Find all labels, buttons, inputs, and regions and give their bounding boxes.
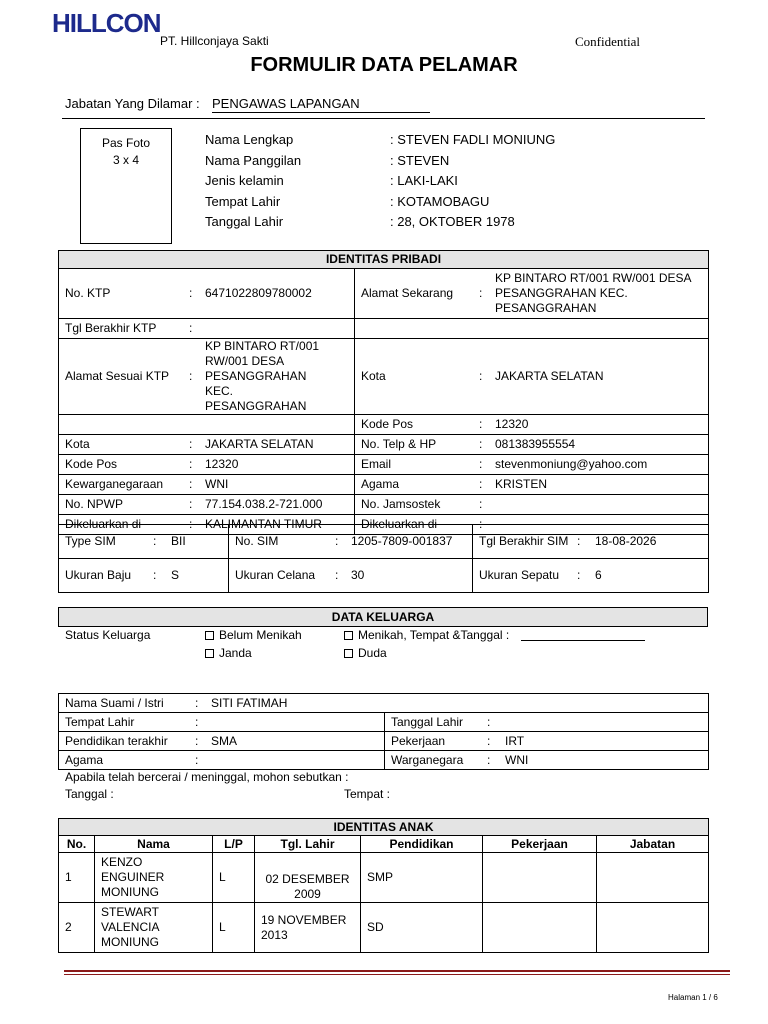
ukuran-sepatu-cell bbox=[473, 559, 709, 593]
field-colon: : bbox=[195, 733, 199, 748]
photo-size: 3 x 4 bbox=[112, 153, 139, 167]
company-logo: HILLCON bbox=[52, 8, 161, 38]
kota-right-cell bbox=[355, 339, 709, 415]
email-cell bbox=[355, 455, 709, 475]
child-pekerjaan bbox=[483, 903, 597, 953]
identitas-pribadi-table bbox=[58, 250, 709, 535]
field-label: Nama Suami / Istri bbox=[65, 695, 164, 710]
company-name: PT. Hillconjaya Sakti bbox=[160, 34, 269, 48]
field-label: No. KTP bbox=[65, 286, 111, 300]
kewarganegaraan-cell bbox=[59, 475, 355, 495]
field-label: Agama bbox=[65, 752, 104, 767]
field-label: Dikeluarkan di bbox=[361, 517, 438, 531]
child-jabatan bbox=[597, 853, 709, 903]
col-header-pendidikan: Pendidikan bbox=[361, 836, 483, 853]
field-label: Pendidikan terakhir bbox=[65, 733, 168, 748]
field-value: 30 bbox=[351, 568, 365, 582]
status-keluarga-label: Status Keluarga bbox=[65, 628, 151, 642]
field-value: SITI FATIMAH bbox=[211, 695, 288, 710]
field-label: No. NPWP bbox=[65, 497, 124, 511]
option-label: Duda bbox=[358, 646, 387, 660]
personal-value: : 28, OKTOBER 1978 bbox=[390, 214, 515, 229]
personal-label: Nama Panggilan bbox=[205, 152, 302, 168]
option-label: Belum Menikah bbox=[219, 628, 302, 642]
field-colon: : bbox=[487, 752, 491, 767]
field-label: Pekerjaan bbox=[391, 733, 446, 748]
field-colon: : bbox=[153, 568, 157, 582]
col-header-lp: L/P bbox=[213, 836, 255, 853]
field-label: Tanggal Lahir bbox=[391, 714, 464, 729]
col-header-pekerjaan: Pekerjaan bbox=[483, 836, 597, 853]
pendidikan-pasangan-cell bbox=[59, 732, 385, 751]
identitas-anak-table bbox=[58, 818, 709, 953]
field-label: Alamat Sesuai KTP bbox=[65, 369, 170, 383]
personal-label: Tempat Lahir bbox=[205, 193, 281, 209]
field-colon: : bbox=[189, 321, 193, 335]
field-value: 77.154.038.2-721.000 bbox=[205, 497, 323, 511]
field-colon: : bbox=[479, 477, 483, 491]
checkbox-icon[interactable] bbox=[205, 631, 214, 640]
personal-value: : STEVEN FADLI MONIUNG bbox=[390, 132, 556, 147]
personal-row bbox=[205, 192, 555, 213]
col-header-jabatan: Jabatan bbox=[597, 836, 709, 853]
identitas-pribadi-header: IDENTITAS PRIBADI bbox=[59, 251, 709, 269]
field-value: S bbox=[171, 568, 180, 582]
empty-cell bbox=[59, 415, 355, 435]
field-label: Tempat Lahir bbox=[65, 714, 135, 729]
field-colon: : bbox=[577, 534, 581, 548]
field-label: Tgl Berakhir KTP bbox=[65, 321, 157, 335]
col-header-no: No. bbox=[59, 836, 95, 853]
data-keluarga-header: DATA KELUARGA bbox=[59, 608, 708, 627]
checkbox-icon[interactable] bbox=[205, 649, 214, 658]
field-colon: : bbox=[195, 714, 199, 729]
option-label: Menikah, Tempat &Tanggal : bbox=[358, 628, 510, 642]
field-value: 6 bbox=[595, 568, 602, 582]
field-colon: : bbox=[335, 534, 339, 548]
child-no: 1 bbox=[59, 853, 95, 903]
footer-rule bbox=[64, 970, 730, 972]
field-colon: : bbox=[189, 497, 193, 511]
option-belum-menikah[interactable] bbox=[205, 628, 302, 642]
identitas-anak-header: IDENTITAS ANAK bbox=[59, 819, 709, 836]
field-label: Email bbox=[361, 457, 392, 471]
col-header-nama: Nama bbox=[95, 836, 213, 853]
cerai-tempat-label: Tempat : bbox=[344, 787, 391, 801]
field-value: 12320 bbox=[205, 457, 239, 471]
field-label: No. SIM bbox=[235, 534, 279, 548]
child-pendidikan: SD bbox=[361, 903, 483, 953]
field-colon: : bbox=[335, 568, 339, 582]
field-label: Tgl Berakhir SIM bbox=[479, 534, 569, 548]
sim-ukuran-table bbox=[58, 524, 709, 593]
field-colon: : bbox=[153, 534, 157, 548]
field-colon: : bbox=[195, 695, 199, 710]
field-value: IRT bbox=[505, 733, 525, 748]
kode-pos-cell bbox=[59, 455, 355, 475]
checkbox-icon[interactable] bbox=[344, 631, 353, 640]
nama-pasangan-cell bbox=[59, 694, 709, 713]
cerai-tanggal-label: Tanggal : bbox=[65, 787, 114, 801]
option-janda[interactable] bbox=[205, 646, 252, 660]
child-no: 2 bbox=[59, 903, 95, 953]
personal-row bbox=[205, 151, 555, 172]
personal-row bbox=[205, 130, 555, 151]
field-value: JAKARTA SELATAN bbox=[495, 369, 604, 383]
field-value: KP BINTARO RT/001 RW/001 DESA PESANGGRAHAN KEC. PESANGGRAHAN bbox=[495, 271, 691, 315]
field-value: KP BINTARO RT/001 RW/001 DESA PESANGGRAHAN KEC. PESANGGRAHAN bbox=[205, 339, 320, 413]
field-label: Ukuran Celana bbox=[235, 568, 316, 582]
field-colon: : bbox=[189, 369, 193, 383]
ukuran-celana-cell bbox=[229, 559, 473, 593]
table-row bbox=[59, 903, 709, 953]
field-colon: : bbox=[189, 437, 193, 451]
field-label: Kota bbox=[65, 437, 90, 451]
personal-value: : STEVEN bbox=[390, 152, 450, 168]
field-label: Kode Pos bbox=[65, 457, 118, 471]
ukuran-baju-cell bbox=[59, 559, 229, 593]
personal-summary bbox=[205, 130, 555, 233]
field-value: KRISTEN bbox=[495, 477, 548, 491]
field-label: No. Jamsostek bbox=[361, 497, 441, 511]
empty-cell bbox=[355, 319, 709, 339]
cerai-note: Apabila telah bercerai / meninggal, mohon sebutkan : bbox=[65, 770, 349, 784]
alamat-ktp-cell bbox=[59, 339, 355, 415]
tgl-berakhir-ktp-cell bbox=[59, 319, 355, 339]
field-colon: : bbox=[195, 752, 199, 767]
personal-label: Nama Lengkap bbox=[205, 132, 294, 147]
menikah-blank-line bbox=[521, 629, 645, 641]
field-colon: : bbox=[189, 517, 193, 531]
personal-value: : LAKI-LAKI bbox=[390, 173, 458, 188]
field-label: Kewarganegaraan bbox=[65, 477, 164, 491]
personal-label: Jenis kelamin bbox=[205, 173, 284, 188]
kode-pos-right-cell bbox=[355, 415, 709, 435]
child-pendidikan: SMP bbox=[361, 853, 483, 903]
no-ktp-cell bbox=[59, 269, 355, 319]
field-label: Ukuran Baju bbox=[65, 568, 132, 582]
field-colon: : bbox=[189, 457, 193, 471]
checkbox-icon[interactable] bbox=[344, 649, 353, 658]
jabatan-value: PENGAWAS LAPANGAN bbox=[212, 96, 430, 113]
pasangan-table bbox=[58, 693, 709, 770]
alamat-sekarang-cell bbox=[355, 269, 709, 319]
field-value: 081383955554 bbox=[495, 437, 576, 451]
photo-label: Pas Foto bbox=[101, 136, 151, 150]
telp-cell bbox=[355, 435, 709, 455]
field-value: SMA bbox=[211, 733, 238, 748]
data-keluarga-header-table bbox=[58, 607, 708, 627]
field-colon: : bbox=[479, 497, 483, 511]
field-value: BII bbox=[171, 534, 186, 548]
field-colon: : bbox=[479, 286, 483, 300]
pekerjaan-pasangan-cell bbox=[385, 732, 709, 751]
field-colon: : bbox=[189, 477, 193, 491]
personal-row bbox=[205, 171, 555, 192]
child-lp: L bbox=[213, 903, 255, 953]
field-label: Ukuran Sepatu bbox=[479, 568, 560, 582]
field-label: Kode Pos bbox=[361, 417, 414, 431]
personal-row bbox=[205, 212, 555, 233]
child-tgl-lahir: 02 DESEMBER 2009 bbox=[255, 853, 361, 903]
warganegara-pasangan-cell bbox=[385, 751, 709, 770]
table-row bbox=[59, 853, 709, 903]
child-nama: STEWART VALENCIA MONIUNG bbox=[95, 903, 213, 953]
field-value: 12320 bbox=[495, 417, 529, 431]
agama-cell bbox=[355, 475, 709, 495]
field-value: WNI bbox=[205, 477, 229, 491]
npwp-cell bbox=[59, 495, 355, 515]
child-jabatan bbox=[597, 903, 709, 953]
agama-pasangan-cell bbox=[59, 751, 385, 770]
personal-label: Tanggal Lahir bbox=[205, 214, 284, 229]
field-colon: : bbox=[577, 568, 581, 582]
field-value: KALIMANTAN TIMUR bbox=[205, 517, 322, 531]
option-duda[interactable] bbox=[344, 646, 387, 660]
field-colon: : bbox=[479, 369, 483, 383]
confidential-label: Confidential bbox=[575, 34, 640, 49]
field-value: 1205-7809-001837 bbox=[351, 534, 453, 548]
footer-rule-thin bbox=[64, 974, 730, 975]
field-label: Type SIM bbox=[65, 534, 116, 548]
tempat-lahir-pasangan-cell bbox=[59, 713, 385, 732]
option-label: Janda bbox=[219, 646, 252, 660]
form-title: FORMULIR DATA PELAMAR bbox=[250, 54, 518, 76]
field-value: WNI bbox=[505, 752, 529, 767]
field-colon: : bbox=[487, 714, 491, 729]
field-label: Agama bbox=[361, 477, 400, 491]
field-colon: : bbox=[479, 517, 483, 531]
field-colon: : bbox=[479, 417, 483, 431]
child-pekerjaan bbox=[483, 853, 597, 903]
header-divider bbox=[62, 118, 705, 119]
option-menikah[interactable] bbox=[344, 628, 645, 642]
child-tgl-lahir: 19 NOVEMBER 2013 bbox=[255, 903, 361, 953]
field-value: stevenmoniung@yahoo.com bbox=[495, 457, 648, 471]
field-colon: : bbox=[487, 733, 491, 748]
photo-box bbox=[80, 128, 172, 244]
field-colon: : bbox=[189, 286, 193, 300]
child-nama: KENZO ENGUINER MONIUNG bbox=[95, 853, 213, 903]
jabatan-label: Jabatan Yang Dilamar : bbox=[65, 96, 200, 111]
jamsostek-cell bbox=[355, 495, 709, 515]
field-value: 6471022809780002 bbox=[205, 286, 312, 300]
page-number: Halaman 1 / 6 bbox=[668, 993, 718, 1002]
field-value: JAKARTA SELATAN bbox=[205, 437, 314, 451]
field-label: No. Telp & HP bbox=[361, 437, 437, 451]
tanggal-lahir-pasangan-cell bbox=[385, 713, 709, 732]
col-header-tgl-lahir: Tgl. Lahir bbox=[255, 836, 361, 853]
child-lp: L bbox=[213, 853, 255, 903]
no-sim-cell bbox=[229, 525, 473, 559]
tgl-berakhir-sim-cell bbox=[473, 525, 709, 559]
type-sim-cell bbox=[59, 525, 229, 559]
field-colon: : bbox=[479, 437, 483, 451]
field-label: Kota bbox=[361, 369, 386, 383]
kota-cell bbox=[59, 435, 355, 455]
field-colon: : bbox=[479, 457, 483, 471]
field-value: 18-08-2026 bbox=[595, 534, 657, 548]
field-label: Dikeluarkan di bbox=[65, 517, 142, 531]
field-label: Warganegara bbox=[391, 752, 464, 767]
personal-value: : KOTAMOBAGU bbox=[390, 193, 490, 209]
field-label: Alamat Sekarang bbox=[361, 286, 454, 300]
